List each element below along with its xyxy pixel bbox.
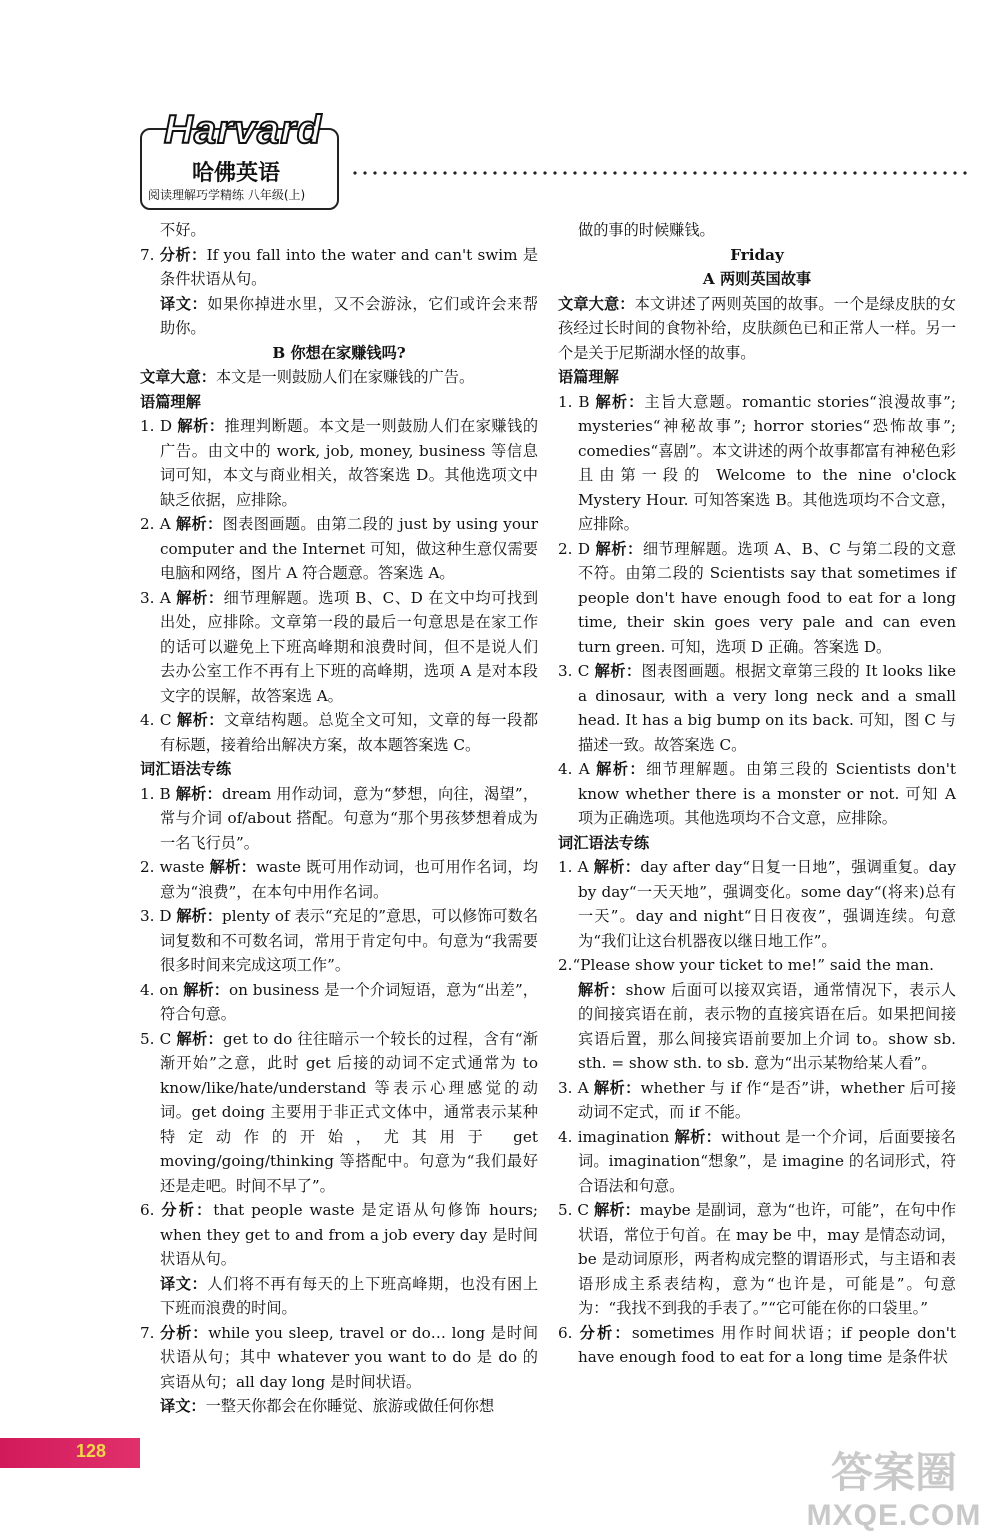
answer-label: 解析： <box>595 539 643 558</box>
block-text: 语篇理解 <box>558 368 619 386</box>
block-text: show 后面可以接双宾语，通常情况下，表示人的间接宾语在前，表示物的直接宾语在后。如果把间接宾语后置，那么间接宾语前要加上介词 to。show sb. sth. = show sth. to sb. 意为“出示某物给某人看”。 <box>578 980 957 1072</box>
logo-chinese-title: 哈佛英语 <box>192 161 281 186</box>
answer-item <box>140 855 538 904</box>
book-logo <box>140 108 339 210</box>
block-text: “Please show your ticket to me!” said the man. <box>572 956 934 974</box>
answer-number: 3. A <box>558 1078 589 1097</box>
block-text: waste 既可用作动词，也可用作名词，均意为“浪费”，在本句中用作名词。 <box>160 858 539 901</box>
text-line <box>558 218 956 243</box>
answer-item <box>558 855 956 953</box>
answer-label: 分析： <box>579 1323 632 1342</box>
answer-number: 4. C <box>140 711 172 729</box>
answer-label: 解析： <box>183 980 229 999</box>
block-text: whether 与 if 作“是否”讲，whether 后可接动词不定式，而 if 不能。 <box>578 1078 957 1121</box>
block-text: 语篇理解 <box>140 392 201 411</box>
translation-block <box>558 978 956 1076</box>
answer-item <box>140 414 538 512</box>
section-heading <box>558 365 956 390</box>
answer-label: 解析： <box>175 515 223 533</box>
block-text: 一整天你都会在你睡觉、旅游或做任何你想 <box>205 1397 495 1415</box>
answer-number: 2. A <box>140 515 171 533</box>
answer-item <box>140 1027 538 1199</box>
page-number: 128 <box>75 1441 106 1461</box>
answer-label: 解析： <box>176 711 225 729</box>
answer-number: 2. waste <box>140 858 205 876</box>
translation-block <box>140 1272 538 1321</box>
block-text: maybe 是副词，意为“也许，可能”，在句中作状语，常位于句首。在 may be 中，may 是情态动词，be 是动词原形，两者构成完整的谓语形式，与主语和表语形成主系表结构，意为“也许是，可能是”。句意为：“我找不到我的手表了。”“它可能在你的口袋里。” <box>578 1201 957 1317</box>
block-text: without 是一个介词，后面要接名词。imagination“想象”，是 imagine 的名词形式，符合语法和句意。 <box>578 1127 956 1195</box>
logo-subtitle: 阅读理解巧学精练 八年级(上) <box>148 188 306 202</box>
answer-label: 分析： <box>161 1201 214 1219</box>
block-text: plenty of 表示“充足的”意思，可以修饰可数名词复数和不可数名词，常用于肯定句中。句意为“我需要很多时间来完成这项工作”。 <box>160 907 539 974</box>
section-heading <box>558 831 956 856</box>
answer-number: 5. C <box>140 1029 172 1048</box>
block-text: that people waste 是定语从句修饰 hours; when they get to and from a job every day 是时间状语从句。 <box>160 1201 539 1268</box>
block-text: dream 用作动词，意为“梦想，向往，渴望”，常与介词 of/about 搭配。句意为“那个男孩梦想着成为一名飞行员”。 <box>160 784 539 852</box>
centered-heading <box>558 267 956 292</box>
answer-item <box>140 586 538 709</box>
answer-item <box>140 1198 538 1272</box>
block-text: Friday <box>730 245 784 264</box>
page-header <box>140 108 970 210</box>
watermark-cn: 答案圈 <box>830 1449 957 1496</box>
block-text: B 你想在家赚钱吗? <box>272 343 406 362</box>
answer-item <box>558 757 956 831</box>
answer-label: 解析： <box>176 907 222 925</box>
block-text: 推理判断题。本文是一则鼓励人们在家赚钱的广告。由文中的 work, job, money, business 等信息词可知，本文与商业相关，故答案选 D。其他选项文中缺乏依据，应排除。 <box>160 417 539 509</box>
answer-number: 1. D <box>140 417 173 435</box>
answer-number: 1. B <box>140 784 171 803</box>
block-text: If you fall into the water and can't swim 是条件状语从句。 <box>160 245 538 288</box>
block-text: 人们将不再有每天的上下班高峰期，也没有困上下班而浪费的时间。 <box>160 1274 539 1317</box>
block-text: 如果你掉进水里，又不会游泳，它们或许会来帮助你。 <box>160 294 539 337</box>
answer-number: 4. on <box>140 980 179 999</box>
answer-number: 7. <box>140 1323 155 1342</box>
block-text: 本文是一则鼓励人们在家赚钱的广告。 <box>215 368 475 386</box>
answer-number: 6. <box>558 1323 573 1342</box>
answer-item <box>558 659 956 757</box>
summary-block <box>140 365 538 390</box>
block-text: 本文讲述了两则英国的故事。一个是绿皮肤的女孩经过长时间的食物补给，皮肤颜色已和正常人一样。另一个是关于尼斯湖水怪的故事。 <box>558 294 956 362</box>
answer-label: 解析： <box>595 392 645 411</box>
answer-label: 解析： <box>674 1127 722 1146</box>
logo-harvard-word: Harvard <box>164 108 323 152</box>
block-text: 做的事的时候赚钱。 <box>578 221 715 239</box>
block-label: 解析： <box>578 980 626 999</box>
answer-number: 4. imagination <box>558 1127 670 1146</box>
block-text: sometimes 用作时间状语；if people don't have enough food to eat for a long time 是条件状 <box>578 1323 957 1366</box>
block-text: 图表图画题。由第二段的 just by using your computer and the Internet 可知，做这种生意仅需要电脑和网络，图片 A 符合题意。答案选 A。 <box>160 515 539 582</box>
answer-label: 解析： <box>594 1201 640 1219</box>
answer-label: 解析： <box>209 858 257 876</box>
answer-number: 2. <box>558 956 573 974</box>
block-text: while you sleep, travel or do… long 是时间状语从句；其中 whatever you want to do 是 do 的宾语从句；all day long 是时间状语。 <box>160 1323 539 1391</box>
answer-item <box>140 904 538 978</box>
answer-label: 解析： <box>177 417 225 435</box>
answer-number: 3. D <box>140 907 172 925</box>
translation-block <box>140 292 538 341</box>
block-text: 不好。 <box>160 221 206 239</box>
watermark-url: MXQE.COM <box>806 1499 982 1532</box>
left-column <box>140 218 538 1419</box>
answer-item <box>140 782 538 856</box>
block-text: 细节理解题。由第三段的 Scientists don't know whether there is a monster or not. 可知 A 项为正确选项。其他选项均不合文意，应排除。 <box>578 760 957 827</box>
answer-label: 解析： <box>593 1078 641 1097</box>
answer-number: 1. A <box>558 858 589 876</box>
block-text: 图表图画题。根据文章第三段的 It looks like a dinosaur, with a very long neck and a small head. It has a big bump on its back. 可知，图 C 与描述一致。故答案选 C。 <box>578 662 956 754</box>
answer-item <box>140 978 538 1027</box>
header-dotted-rule <box>350 170 970 176</box>
block-text: 细节理解题。选项 B、C、D 在文中均可找到出处，应排除。文章第一段的最后一句意思是在家工作的话可以避免上下班高峰期和浪费时间，但不是说人们去办公室工作不再有上下班的高峰期，选项 A 是对本段文字的误解，故答案选 A。 <box>160 588 539 705</box>
summary-block <box>558 292 956 366</box>
right-column <box>558 218 956 1370</box>
block-text: 主旨大意题。romantic stories“浪漫故事”; mysteries“神秘故事”; horror stories“恐怖故事”; comedies“喜剧”。本文讲述的两个故事都富有神秘色彩且由第一段的 Welcome to the nine o'clock Mystery Hour. 可知答案选 B。其他选项均不合文意，应排除。 <box>578 392 957 533</box>
page-number-tab <box>0 1438 140 1468</box>
answer-item <box>558 1076 956 1125</box>
answer-item <box>140 243 538 292</box>
centered-heading <box>140 341 538 366</box>
translation-block <box>140 1394 538 1419</box>
answer-item <box>558 390 956 537</box>
block-text: 词汇语法专练 <box>558 833 650 852</box>
block-label: 文章大意： <box>558 294 635 313</box>
answer-label: 解析： <box>176 1029 224 1048</box>
answer-label: 分析： <box>160 1323 209 1342</box>
answer-number: 7. <box>140 245 155 264</box>
answer-item <box>558 1198 956 1321</box>
answer-number: 3. C <box>558 662 590 680</box>
answer-number: 4. A <box>558 760 590 778</box>
answer-label: 分析： <box>159 245 207 264</box>
answer-item <box>140 708 538 757</box>
answer-label: 解析： <box>594 662 642 680</box>
answer-item <box>558 1321 956 1370</box>
answer-number: 5. C <box>558 1201 590 1219</box>
block-text: get to do 往往暗示一个较长的过程，含有“渐渐开始”之意，此时 get 后接的动词不定式通常为 to know/like/hate/understand 等表示心理感觉的动词。get doing 主要用于非正式文体中，通常表示某种特定动作的开始，尤其用于 get moving/going/thinking 等搭配中。句意为“我们最好还是走吧。时间不早了”。 <box>160 1029 538 1195</box>
answer-label: 解析： <box>176 588 224 607</box>
block-text: day after day“日复一日地”，强调重复。day by day“一天天地”，强调变化。some day“(将来)总有一天”。day and night“日日夜夜”，强调连续。句意为“我们让这台机器夜以继日地工作”。 <box>578 858 957 950</box>
block-label: 译文： <box>160 294 208 313</box>
text-line <box>140 218 538 243</box>
section-heading <box>140 757 538 782</box>
block-text: 词汇语法专练 <box>140 760 232 778</box>
centered-heading <box>558 243 956 268</box>
answer-label: 解析： <box>175 784 222 803</box>
answer-number: 1. B <box>558 392 590 411</box>
answer-number: 2. D <box>558 539 591 558</box>
block-text: 文章结构题。总览全文可知，文章的每一段都有标题，接着给出解决方案，故本题答案选 C。 <box>160 711 539 754</box>
block-text: on business 是一个介词短语，意为“出差”，符合句意。 <box>160 980 538 1023</box>
answer-item <box>140 1321 538 1395</box>
block-label: 文章大意： <box>140 368 216 386</box>
answer-item <box>558 1125 956 1199</box>
block-text: A 两则英国故事 <box>702 270 812 288</box>
block-text: 细节理解题。选项 A、B、C 与第二段的文意不符。由第二段的 Scientists say that sometimes if people don't have enough food to eat for a long time, their skin goes very pale and can even turn green. 可知，选项 D 正确。答案选 D。 <box>578 539 957 656</box>
answer-number: 3. A <box>140 588 171 607</box>
answer-item <box>558 953 956 978</box>
answer-label: 解析： <box>593 858 641 876</box>
answer-item <box>558 537 956 660</box>
answer-item <box>140 512 538 586</box>
answer-number: 6. <box>140 1201 155 1219</box>
answer-label: 解析： <box>596 760 647 778</box>
block-label: 译文： <box>160 1397 206 1415</box>
block-label: 译文： <box>160 1274 208 1293</box>
watermark <box>794 1448 994 1538</box>
section-heading <box>140 390 538 415</box>
